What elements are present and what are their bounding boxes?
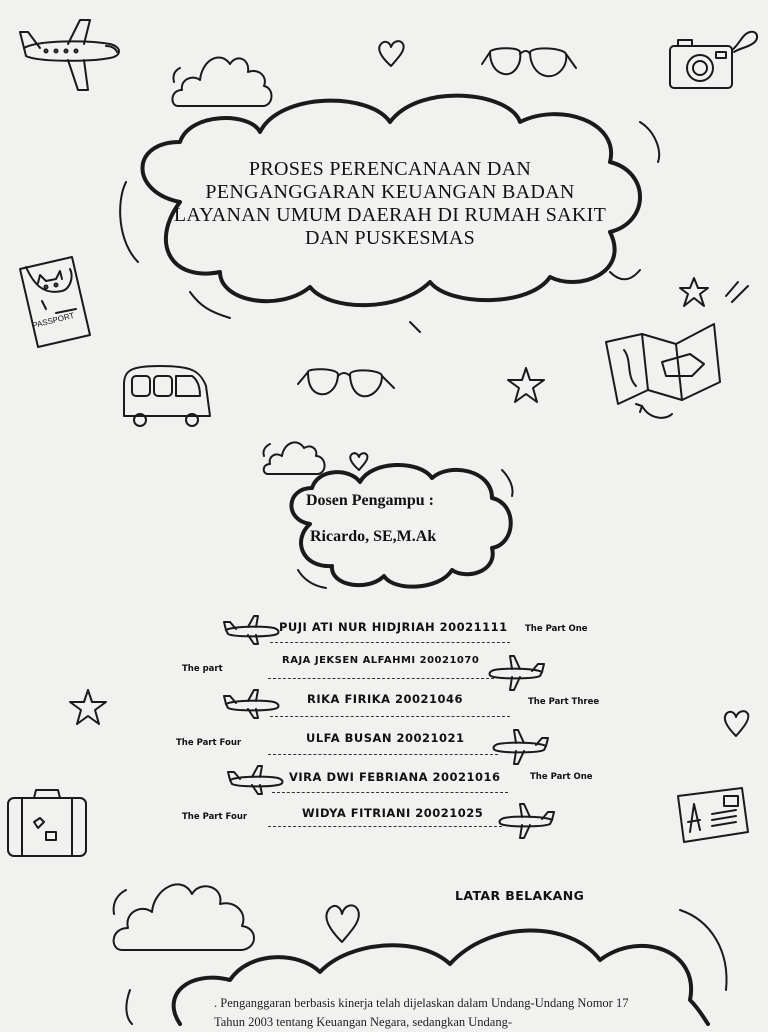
- airplane-icon: [488, 654, 544, 692]
- star-icon: [506, 366, 546, 404]
- dashed-path: [268, 826, 502, 827]
- member-part: The Part Four: [176, 738, 242, 748]
- member-part: The Part One: [525, 624, 588, 634]
- car-icon: [120, 364, 214, 430]
- member-name: RIKA FIRIKA 20021046: [307, 692, 464, 706]
- member-name: ULFA BUSAN 20021021: [306, 731, 465, 745]
- heart-icon: [376, 38, 406, 68]
- heart-icon: [722, 708, 750, 738]
- dashed-path: [272, 792, 508, 793]
- member-name: WIDYA FITRIANI 20021025: [302, 806, 484, 820]
- dashed-path: [268, 754, 498, 755]
- camera-icon: [668, 30, 762, 92]
- dashed-path: [270, 642, 510, 643]
- map-icon: [602, 320, 724, 424]
- passport-icon: [16, 255, 96, 351]
- airplane-icon: [498, 802, 554, 840]
- star-icon: [680, 276, 752, 312]
- sunglasses-icon: [296, 364, 396, 404]
- suitcase-icon: [6, 788, 90, 860]
- member-name: VIRA DWI FEBRIANA 20021016: [289, 770, 501, 784]
- postcard-icon: [676, 786, 750, 844]
- airplane-icon: [18, 18, 124, 94]
- dashed-path: [270, 716, 510, 717]
- member-part: The Part Three: [528, 697, 600, 707]
- star-icon: [68, 688, 108, 726]
- sunglasses-icon: [480, 42, 578, 86]
- member-part: The part: [182, 664, 223, 674]
- dosen-cloud: [270, 454, 526, 600]
- dashed-path: [268, 678, 494, 679]
- page-title: PROSES PERENCANAAN DAN PENGANGGARAN KEUANGAN BADAN LAYANAN UMUM DAERAH DI RUMAH SAKIT DAN PUSKESMAS: [173, 158, 607, 249]
- member-part: The Part Four: [182, 812, 248, 822]
- airplane-icon: [492, 728, 548, 766]
- body-paragraph: . Penganggaran berbasis kinerja telah dijelaskan dalam Undang-Undang Nomor 17 Tahun 2003 tentang Keuangan Negara, sedangkan Undang-: [214, 996, 629, 1029]
- member-part: The Part One: [530, 772, 593, 782]
- dosen-name: Ricardo, SE,M.Ak: [310, 528, 437, 545]
- dosen-label: Dosen Pengampu :: [306, 492, 435, 509]
- section-heading: LATAR BELAKANG: [455, 888, 585, 903]
- member-name: PUJI ATI NUR HIDJRIAH 20021111: [279, 620, 508, 634]
- passport-label: PASSPORT: [31, 310, 76, 331]
- member-name: RAJA JEKSEN ALFAHMI 20021070: [282, 655, 480, 666]
